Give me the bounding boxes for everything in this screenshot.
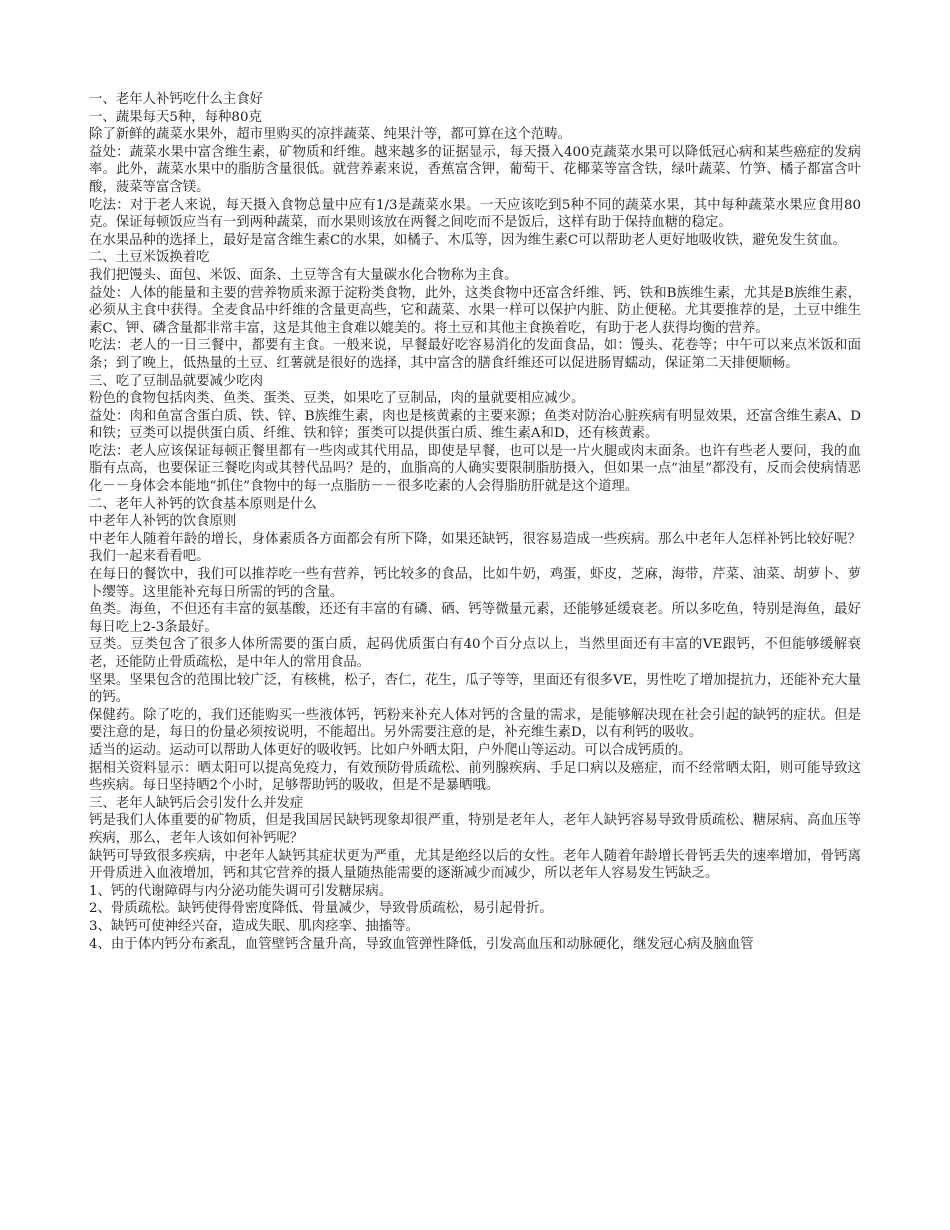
subheading: 一、蔬果每天5种，每种80克	[89, 109, 262, 125]
paragraph: 我们把馒头、面包、米饭、面条、土豆等含有大量碳水化合物称为主食。	[89, 267, 518, 283]
list-item: 2、骨质疏松。缺钙使得骨密度降低、骨量减少，导致骨质疏松，易引起骨折。	[89, 901, 553, 917]
paragraph: 在每日的餐饮中，我们可以推荐吃一些有营养，钙比较多的食品，比如牛奶，鸡蛋，虾皮，芝麻，海带，芹菜、油菜、胡萝卜、萝卜缨等。这里能补充每日所需的钙的含量。	[89, 567, 861, 600]
paragraph: 粉色的食物包括肉类、鱼类、蛋类、豆类，如果吃了豆制品，肉的量就要相应减少。	[89, 391, 585, 407]
paragraph: 适当的运动。运动可以帮助人体更好的吸收钙。比如户外晒太阳，户外爬山等运动。可以合成钙质的。	[89, 742, 692, 758]
document-body	[89, 91, 861, 953]
paragraph: 中老年人随着年龄的增长，身体素质各方面都会有所下降，如果还缺钙，很容易造成一些疾病。那么中老年人怎样补钙比较好呢？我们一起来看看吧。	[89, 531, 861, 565]
paragraph: 缺钙可导致很多疾病，中老年人缺钙其症状更为严重，尤其是绝经以后的女性。老年人随着年龄增长骨钙丢失的速率增加，骨钙离开骨质进入血液增加，钙和其它营养的摄人量随热能需要的逐渐减少而减少，所以老年人容易发生钙缺乏。	[89, 848, 861, 882]
subheading: 三、吃了豆制品就要减少吃肉	[89, 373, 264, 389]
list-item: 4、由于体内钙分布紊乱，血管壁钙含量升高，导致血管弹性降低，引发高血压和动脉硬化，继发冠心病及脑血管	[89, 936, 754, 952]
paragraph: 坚果。坚果包含的范围比较广泛，有核桃，松子，杏仁，花生，瓜子等等，里面还有很多VE，男性吃了增加提抗力，还能补充大量的钙。	[89, 672, 861, 706]
paragraph: 益处：蔬菜水果中富含维生素，矿物质和纤维。越来越多的证据显示，每天摄入400克蔬菜水果可以降低冠心病和某些癌症的发病率。此外，蔬菜水果中的脂肪含量很低。就营养素来说，香蕉富含钾，葡萄干、花椰菜等富含铁，绿叶蔬菜、竹笋、橘子都富含叶酸，菠菜等富含镁。	[89, 144, 861, 195]
paragraph: 吃法：老人应该保证每顿正餐里都有一些肉或其代用品，即使是早餐，也可以是一片火腿或肉末面条。也许有些老人要问，我的血脂有点高，也要保证三餐吃肉或其替代品吗？是的，血脂高的人确实要限制脂肪摄入，但如果一点“油星”都没有，反而会使病情恶化－－身体会本能地“抓住”食物中的每一点脂肪－－很多吃素的人会得脂肪肝就是这个道理。	[89, 443, 861, 495]
paragraph: 保健药。除了吃的，我们还能购买一些液体钙，钙粉来补充人体对钙的含量的需求，是能够解决现在社会引起的缺钙的症状。但是要注意的是，每日的份量必须按说明，不能超出。另外需要注意的是，补充维生素D，以有利钙的吸收。	[89, 707, 861, 741]
paragraph: 除了新鲜的蔬菜水果外，超市里购买的凉拌蔬菜、纯果汁等，都可算在这个范畴。	[89, 127, 572, 143]
paragraph: 益处：人体的能量和主要的营养物质来源于淀粉类食物，此外，这类食物中还富含纤维、钙、铁和B族维生素，尤其是B族维生素，必须从主食中获得。全麦食品中纤维的含量更高些，它和蔬菜、水果一样可以保护内脏、防止便秘。尤其要推荐的是，土豆中维生素C、钾、磷含量都非常丰富，这是其他主食难以媲美的。将土豆和其他主食换着吃，有助于老人获得均衡的营养。	[89, 285, 861, 336]
paragraph: 吃法：对于老人来说，每天摄入食物总量中应有1/3是蔬菜水果。一天应该吃到5种不同的蔬菜水果，其中每种蔬菜水果应食用80克。保证每顿饭应当有一到两种蔬菜，而水果则该放在两餐之间吃而不是饭后，这样有助于保持血糖的稳定。	[89, 197, 861, 231]
subheading: 中老年人补钙的饮食原则	[89, 514, 237, 530]
paragraph: 鱼类。海鱼，不但还有丰富的氨基酸，还还有丰富的有磷、硒、钙等微量元素，还能够延缓衰老。所以多吃鱼，特别是海鱼，最好每日吃上2-3条最好。	[89, 602, 861, 635]
paragraph: 钙是我们人体重要的矿物质，但是我国居民缺钙现象却很严重，特别是老年人，老年人缺钙容易导致骨质疏松、糖尿病、高血压等疾病，那么，老年人该如何补钙呢？	[89, 813, 861, 846]
list-item: 1、钙的代谢障碍与内分泌功能失调可引发糖尿病。	[89, 883, 393, 899]
subheading: 二、土豆米饭换着吃	[89, 250, 210, 266]
heading-section-2: 二、老年人补钙的饮食基本原则是什么	[89, 496, 317, 512]
heading-section-1: 一、老年人补钙吃什么主食好	[89, 92, 264, 107]
list-item: 3、缺钙可使神经兴奋，造成失眠、肌肉痉挛、抽搐等。	[89, 918, 419, 934]
heading-section-3: 三、老年人缺钙后会引发什么并发症	[89, 795, 304, 811]
paragraph: 吃法：老人的一日三餐中，都要有主食。一般来说，早餐最好吃容易消化的发面食品，如：馒头、花卷等；中午可以来点米饭和面条；到了晚上，低热量的土豆、红薯就是很好的选择，其中富含的膳食纤维还可以促进肠胃蠕动，保证第二天排便顺畅。	[89, 338, 861, 371]
paragraph: 豆类。豆类包含了很多人体所需要的蛋白质，起码优质蛋白有40个百分点以上，当然里面还有丰富的VE跟钙，不但能够缓解衰老，还能防止骨质疏松，是中年人的常用食品。	[89, 637, 861, 670]
paragraph: 益处：肉和鱼富含蛋白质、铁、锌、B族维生素，肉也是核黄素的主要来源；鱼类对防治心脏疾病有明显效果，还富含维生素A、D和铁；豆类可以提供蛋白质、纤维、铁和锌；蛋类可以提供蛋白质、维生素A和D，还有核黄素。	[89, 408, 861, 442]
paragraph: 在水果品种的选择上，最好是富含维生素C的水果，如橘子、木瓜等，因为维生素C可以帮助老人更好地吸收铁，避免发生贫血。	[89, 232, 846, 248]
paragraph: 据相关资料显示：晒太阳可以提高免疫力，有效预防骨质疏松、前列腺疾病、手足口病以及癌症，而不经常晒太阳，则可能导致这些疾病。每日坚持晒2个小时，足够帮助钙的吸收，但是不是暴晒哦。	[89, 760, 861, 794]
